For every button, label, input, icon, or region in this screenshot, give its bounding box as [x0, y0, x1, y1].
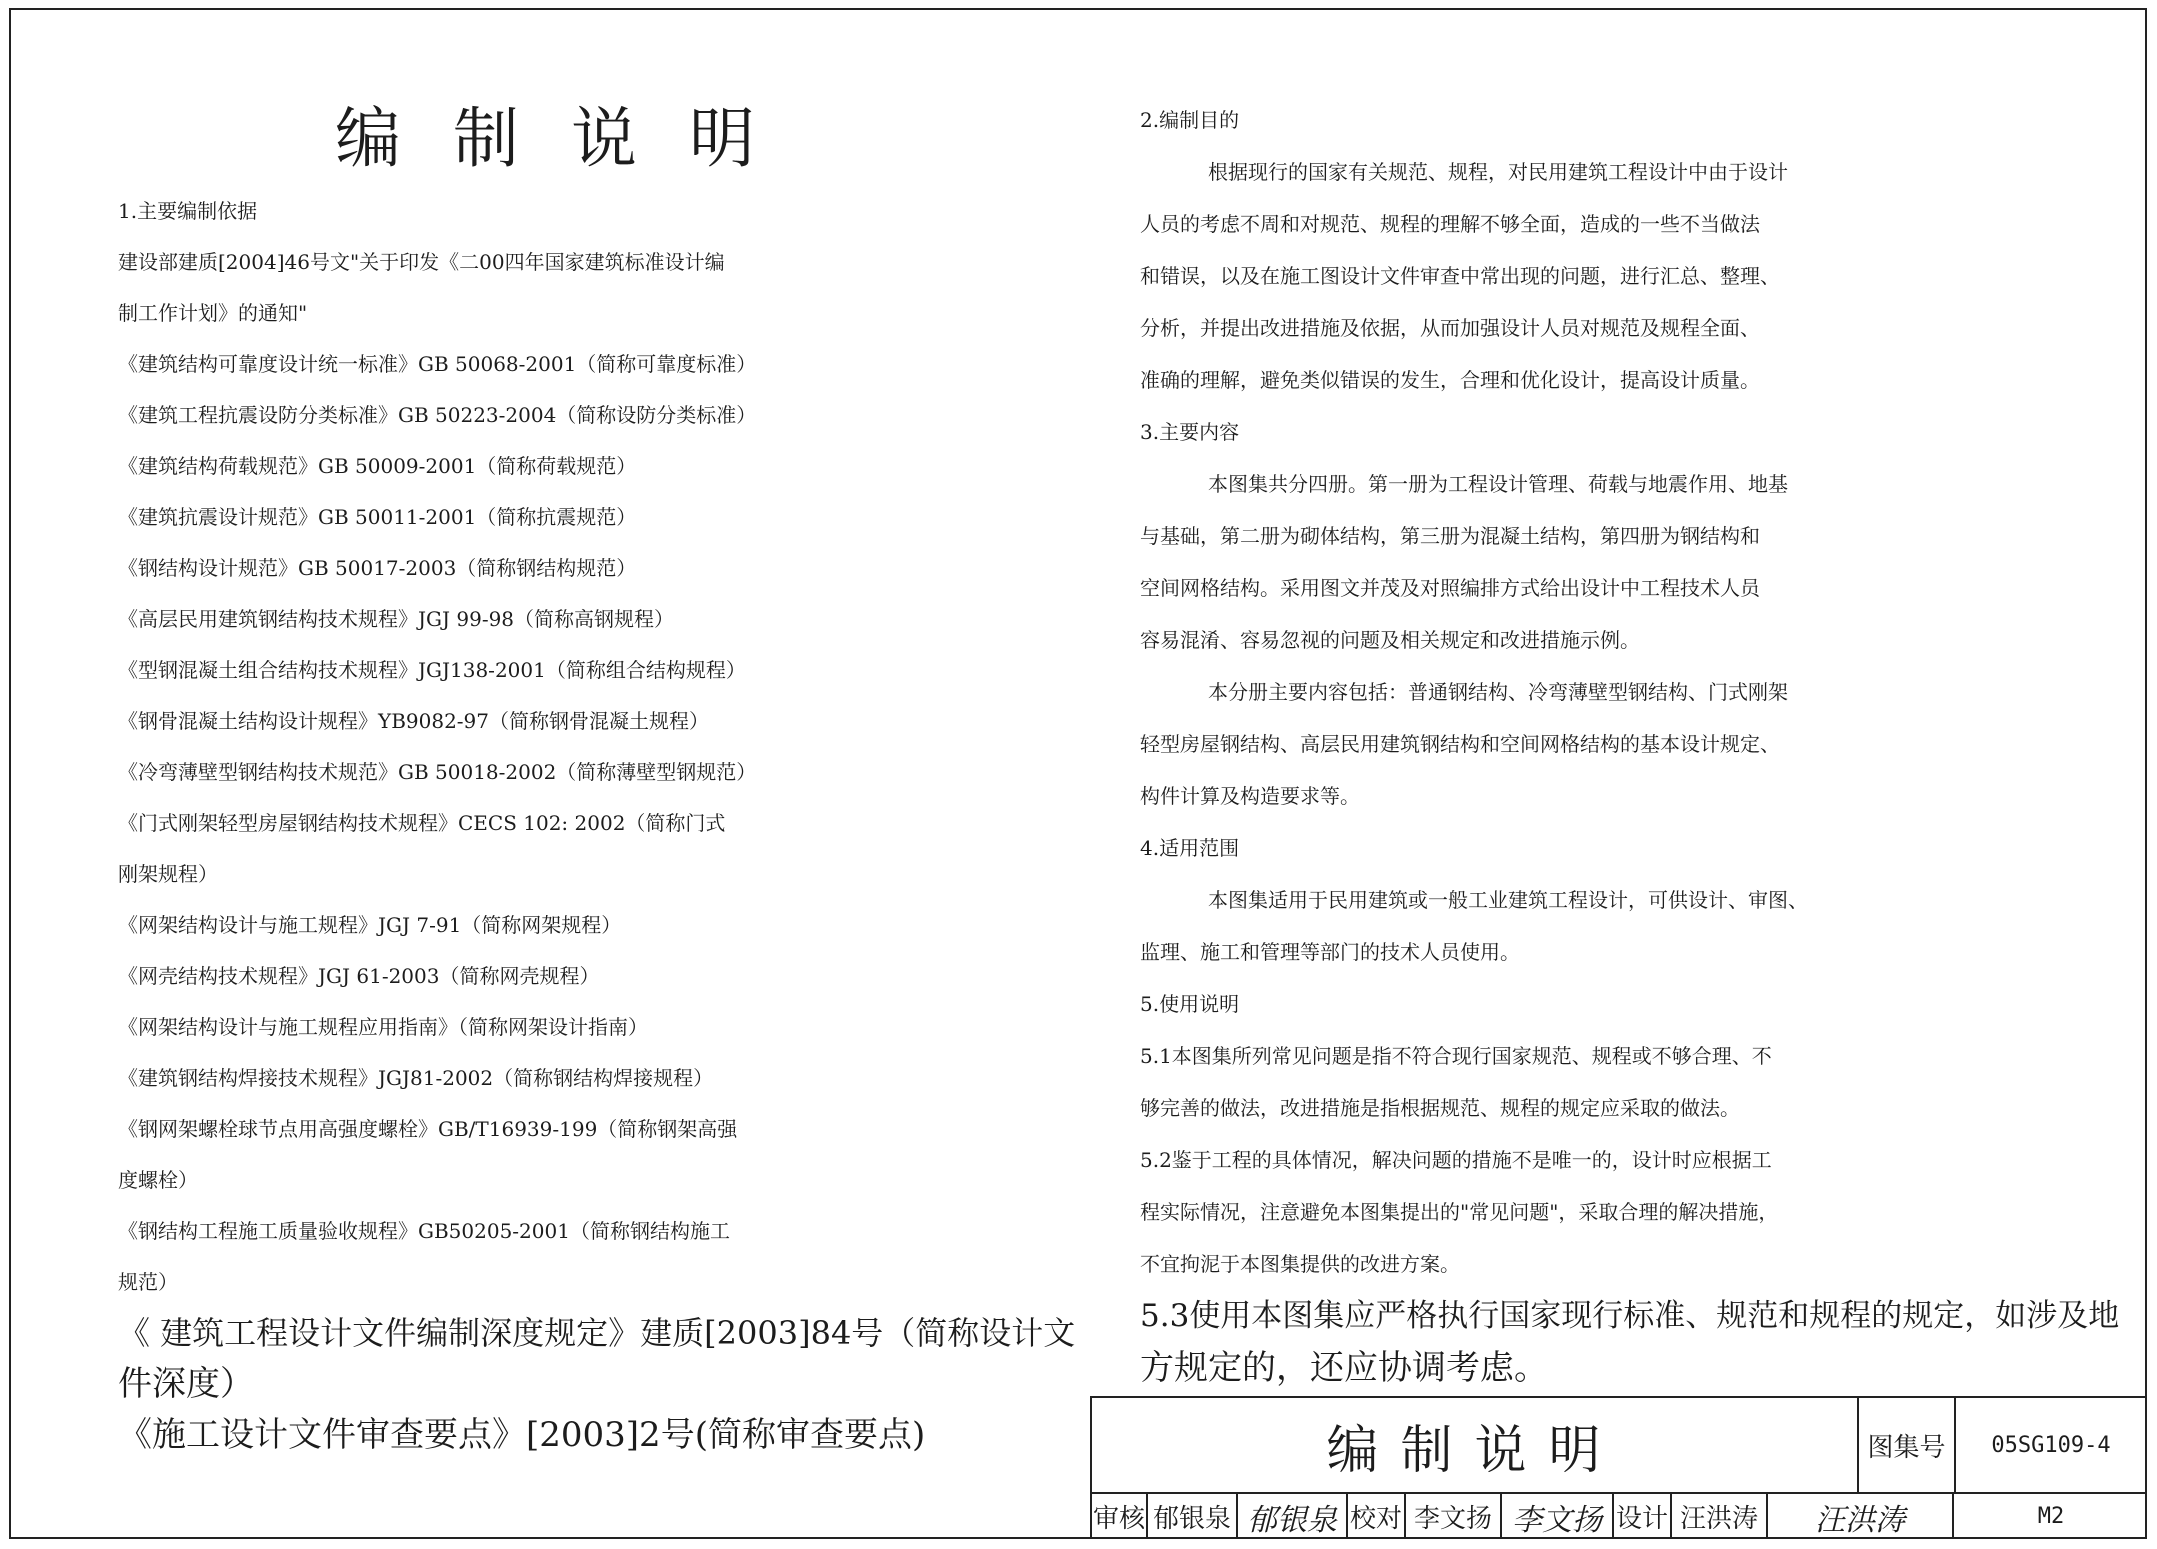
text-line: 《钢骨混凝土结构设计规程》YB9082-97（简称钢骨混凝土规程） — [118, 709, 710, 733]
text-line: 《门式刚架轻型房屋钢结构技术规程》CECS 102: 2002（简称门式 — [118, 811, 726, 835]
text-line: 人员的考虑不周和对规范、规程的理解不够全面，造成的一些不当做法 — [1140, 212, 1760, 236]
text-line: 本分册主要内容包括：普通钢结构、冷弯薄壁型钢结构、门式刚架 — [1208, 680, 1788, 704]
text-line: 《钢结构工程施工质量验收规程》GB50205-2001（简称钢结构施工 — [118, 1219, 730, 1243]
text-line: 《网架结构设计与施工规程应用指南》（简称网架设计指南） — [118, 1015, 648, 1039]
text-line: 《钢网架螺栓球节点用高强度螺栓》GB/T16939-199（简称钢架高强 — [118, 1117, 738, 1141]
text-line: 《 建筑工程设计文件编制深度规定》建质[2003]84号（简称设计文 — [118, 1314, 1076, 1352]
text-line: 2.编制目的 — [1140, 108, 1240, 132]
title-block-row-bottom — [1092, 1494, 2147, 1541]
text-line: 《建筑结构可靠度设计统一标准》GB 50068-2001（简称可靠度标准） — [118, 352, 757, 376]
text-line: 制工作计划》的通知" — [118, 301, 308, 325]
text-line: 《型钢混凝土组合结构技术规程》JGJ138-2001（简称组合结构规程） — [118, 658, 746, 682]
set-number-label: 图集号 — [1859, 1398, 1956, 1492]
text-line: 和错误，以及在施工图设计文件审查中常出现的问题，进行汇总、整理、 — [1140, 264, 1780, 288]
text-line: 分析，并提出改进措施及依据，从而加强设计人员对规范及规程全面、 — [1140, 316, 1760, 340]
text-line: 5.3使用本图集应严格执行国家现行标准、规范和规程的规定，如涉及地 — [1140, 1298, 2120, 1334]
text-line: 轻型房屋钢结构、高层民用建筑钢结构和空间网格结构的基本设计规定、 — [1140, 732, 1780, 756]
text-line: 容易混淆、容易忽视的问题及相关规定和改进措施示例。 — [1140, 628, 1640, 652]
text-line: 4.适用范围 — [1140, 836, 1240, 860]
text-line: 建设部建质[2004]46号文"关于印发《二00四年国家建筑标准设计编 — [118, 250, 725, 274]
text-line: 1.主要编制依据 — [118, 199, 258, 223]
designer-name: 汪洪涛 — [1672, 1494, 1768, 1539]
right-column — [1140, 95, 2119, 1395]
design-label: 设计 — [1614, 1494, 1672, 1539]
text-line: 《建筑结构荷载规范》GB 50009-2001（简称荷载规范） — [118, 454, 637, 478]
text-line: 与基础，第二册为砌体结构，第三册为混凝土结构，第四册为钢结构和 — [1140, 524, 1760, 548]
text-line: 准确的理解，避免类似错误的发生，合理和优化设计，提高设计质量。 — [1140, 368, 1760, 392]
review-label: 审核 — [1092, 1494, 1148, 1539]
text-line: 《施工设计文件审查要点》[2003]2号(简称审查要点) — [118, 1415, 926, 1455]
text-line: 5.1本图集所列常见问题是指不符合现行国家规范、规程或不够合理、不 — [1140, 1044, 1772, 1068]
text-line: 本图集适用于民用建筑或一般工业建筑工程设计，可供设计、审图、 — [1208, 888, 1808, 912]
reviewer-name: 郁银泉 — [1148, 1494, 1238, 1539]
text-line: 不宜拘泥于本图集提供的改进方案。 — [1140, 1252, 1460, 1276]
text-line: 本图集共分四册。第一册为工程设计管理、荷载与地震作用、地基 — [1208, 472, 1788, 496]
check-label: 校对 — [1348, 1494, 1406, 1539]
title-block-row-top — [1092, 1398, 2147, 1494]
text-line: 《网壳结构技术规程》JGJ 61-2003（简称网壳规程） — [118, 964, 600, 988]
text-line: 《建筑抗震设计规范》GB 50011-2001（简称抗震规范） — [118, 505, 637, 529]
title-block-title: 编制说明 — [1092, 1398, 1859, 1492]
designer-signature: 汪洪涛 — [1768, 1494, 1954, 1539]
text-line: 方规定的，还应协调考虑。 — [1140, 1348, 1548, 1388]
text-line: 空间网格结构。采用图文并茂及对照编排方式给出设计中工程技术人员 — [1140, 576, 1760, 600]
text-line: 构件计算及构造要求等。 — [1140, 784, 1360, 808]
text-line: 《建筑钢结构焊接技术规程》JGJ81-2002（简称钢结构焊接规程） — [118, 1066, 714, 1090]
text-line: 《高层民用建筑钢结构技术规程》JGJ 99-98（简称高钢规程） — [118, 607, 675, 631]
set-number: 05SG109-4 — [1991, 1432, 2111, 1458]
left-column — [118, 186, 1075, 1461]
text-line: 《冷弯薄壁型钢结构技术规范》GB 50018-2002（简称薄壁型钢规范） — [118, 760, 757, 784]
reviewer-signature: 郁银泉 — [1238, 1494, 1348, 1539]
page-title: 编制说明 — [335, 100, 807, 177]
text-line: 规范） — [118, 1270, 178, 1294]
title-block — [1090, 1396, 2147, 1539]
text-line: 根据现行的国家有关规范、规程，对民用建筑工程设计中由于设计 — [1208, 160, 1788, 184]
text-line: 《钢结构设计规范》GB 50017-2003（简称钢结构规范） — [118, 556, 637, 580]
text-line: 监理、施工和管理等部门的技术人员使用。 — [1140, 940, 1520, 964]
page-number: M2 — [2037, 1504, 2065, 1529]
text-line: 《网架结构设计与施工规程》JGJ 7-91（简称网架规程） — [118, 913, 622, 937]
checker-signature: 李文扬 — [1502, 1494, 1614, 1539]
text-line: 够完善的做法，改进措施是指根据规范、规程的规定应采取的做法。 — [1140, 1096, 1740, 1120]
text-line: 3.主要内容 — [1140, 420, 1240, 444]
text-line: 5.使用说明 — [1140, 992, 1240, 1016]
text-line: 《建筑工程抗震设防分类标准》GB 50223-2004（简称设防分类标准） — [118, 403, 757, 427]
text-line: 件深度） — [118, 1364, 254, 1404]
checker-name: 李文扬 — [1406, 1494, 1502, 1539]
text-line: 程实际情况，注意避免本图集提出的"常见问题"，采取合理的解决措施， — [1140, 1200, 1779, 1224]
text-line: 刚架规程） — [118, 862, 218, 886]
text-line: 度螺栓） — [118, 1168, 198, 1192]
text-line: 5.2鉴于工程的具体情况，解决问题的措施不是唯一的，设计时应根据工 — [1140, 1148, 1772, 1172]
